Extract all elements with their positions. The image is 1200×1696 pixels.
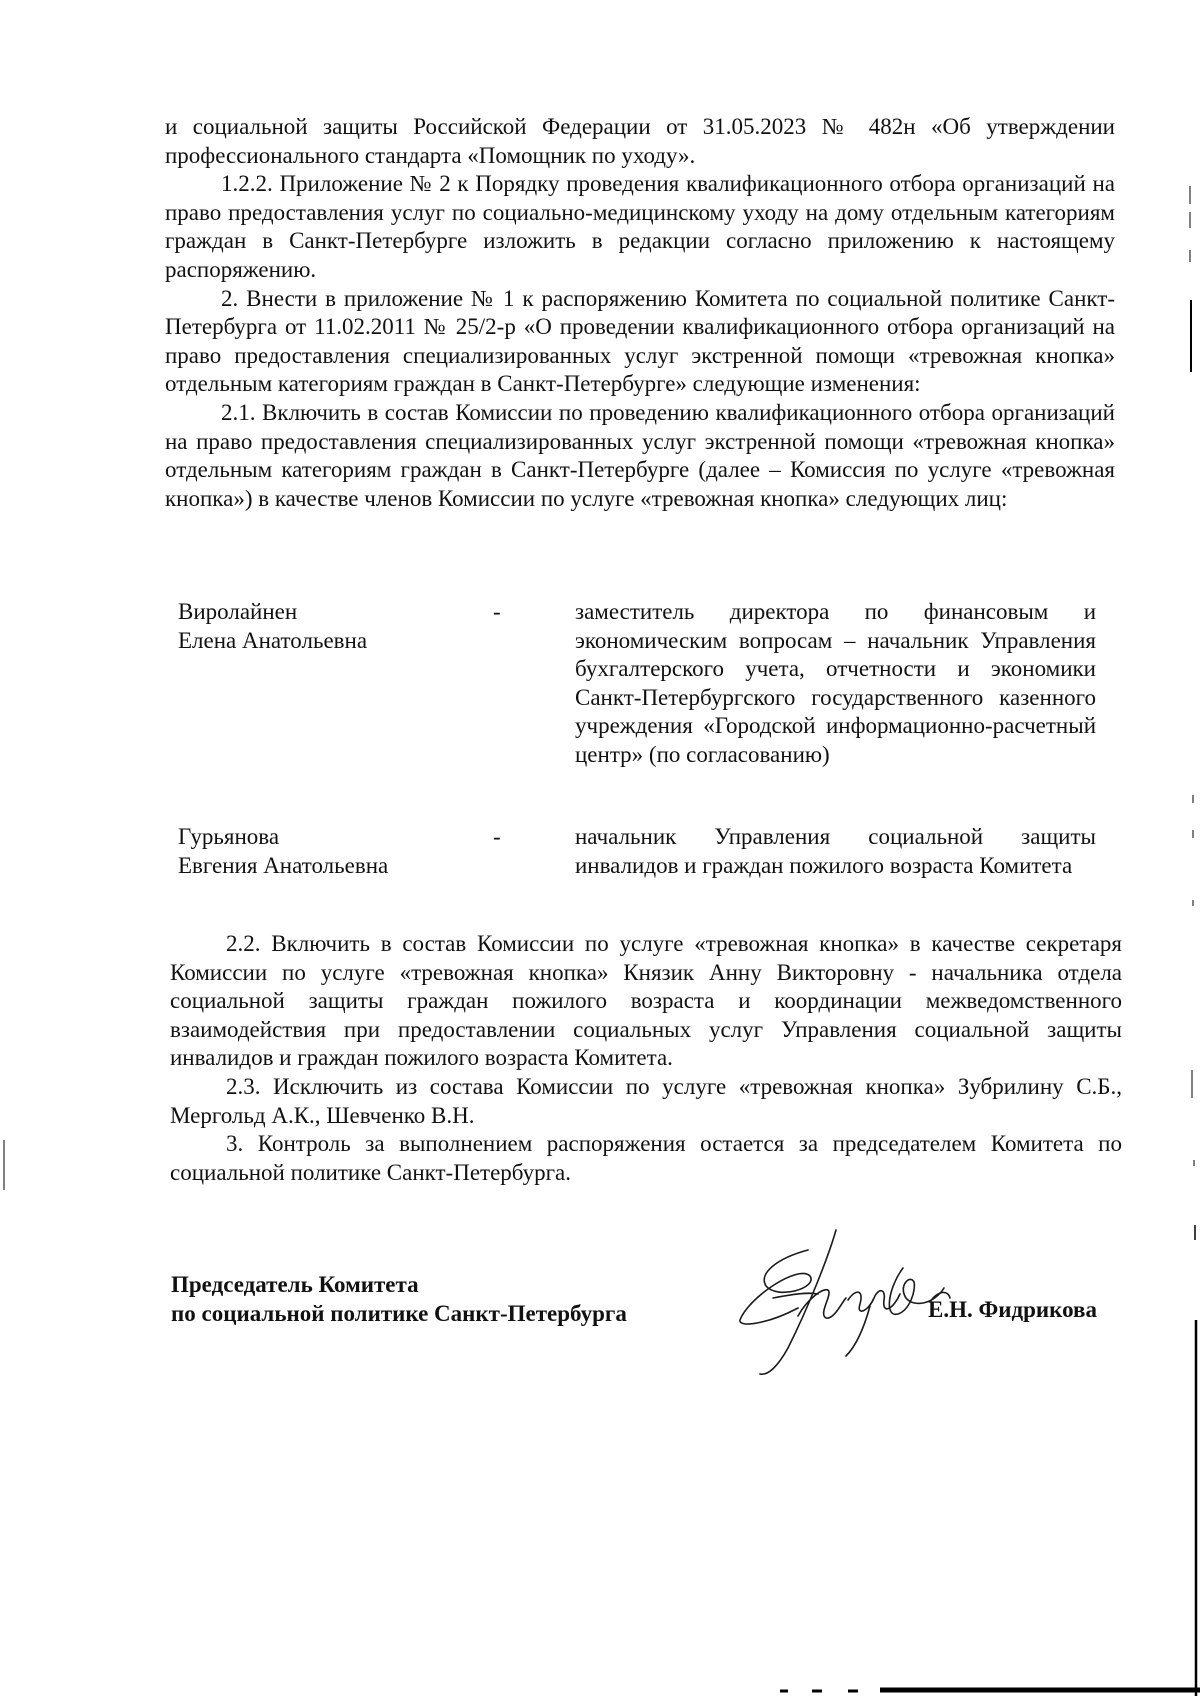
member-surname: Гурьянова xyxy=(178,824,280,849)
member-role: начальник Управления социальной защиты инвалидов и граждан пожилого возраста Комитета xyxy=(575,824,1096,878)
member-dash: - xyxy=(493,824,501,849)
paragraph: 1.2.2. Приложение № 2 к Порядку проведения квалификационного отбора организаций на право предоставления услуг по социально-медицинскому уходу на дому отдельным категориям граждан в Санкт-Петербурге изложить в редакции согласно приложению к настоящему распоряжению. xyxy=(165,171,1115,282)
paragraph: 3. Контроль за выполнением распоряжения остается за председателем Комитета по социальной политике Санкт-Петербурга. xyxy=(170,1131,1122,1185)
paragraph: 2. Внести в приложение № 1 к распоряжению Комитета по социальной политике Санкт-Петербурга от 11.02.2011 № 25/2-р «О проведении квалификационного отбора организаций на право предоставления специализированных услуг экстренной помощи «тревожная кнопка» отдельным категориям граждан в Санкт-Петербурге» следующие изменения: xyxy=(165,285,1115,397)
signatory-title-line: Председатель Комитета xyxy=(171,1272,419,1297)
paragraph: 2.2. Включить в состав Комиссии по услуге «тревожная кнопка» в качестве секретаря Комиссии по услуге «тревожная кнопка» Князик Анну Викторовну - начальника отдела социальной защиты граждан пожилого возраста и координации межведомственного взаимодействия при предоставлении социальных услуг Управления социальной защиты инвалидов и граждан пожилого возраста Комитета. xyxy=(170,931,1122,1071)
member-given-name: Евгения Анатольевна xyxy=(178,852,389,878)
signatory-title-line: по социальной политике Санкт-Петербурга xyxy=(171,1300,627,1326)
paragraph: и социальной защиты Российской Федерации от 31.05.2023 № 482н «Об утверждении профессионального стандарта «Помощник по уходу». xyxy=(165,114,1115,168)
member-surname: Виролайнен xyxy=(178,599,298,624)
member-role: заместитель директора по финансовым и экономическим вопросам – начальник Управления бухгалтерского учета, отчетности и экономики Санкт-Петербургского государственного казенного учреждения «Городской информационно-расчетный центр» (по согласованию) xyxy=(575,599,1096,767)
signer-name: Е.Н. Фидрикова xyxy=(928,1297,1097,1322)
member-dash: - xyxy=(493,599,501,624)
paragraph: 2.1. Включить в состав Комиссии по проведению квалификационного отбора организаций на право предоставления специализированных услуг экстренной помощи «тревожная кнопка» отдельным категориям граждан в Санкт-Петербурге (далее – Комиссия по услуге «тревожная кнопка») в качестве членов Комиссии по услуге «тревожная кнопка» следующих лиц: xyxy=(165,399,1115,511)
paragraph: 2.3. Исключить из состава Комиссии по услуге «тревожная кнопка» Зубрилину С.Б., Мергольд А.К., Шевченко В.Н. xyxy=(170,1073,1122,1128)
member-given-name: Елена Анатольевна xyxy=(178,627,368,653)
